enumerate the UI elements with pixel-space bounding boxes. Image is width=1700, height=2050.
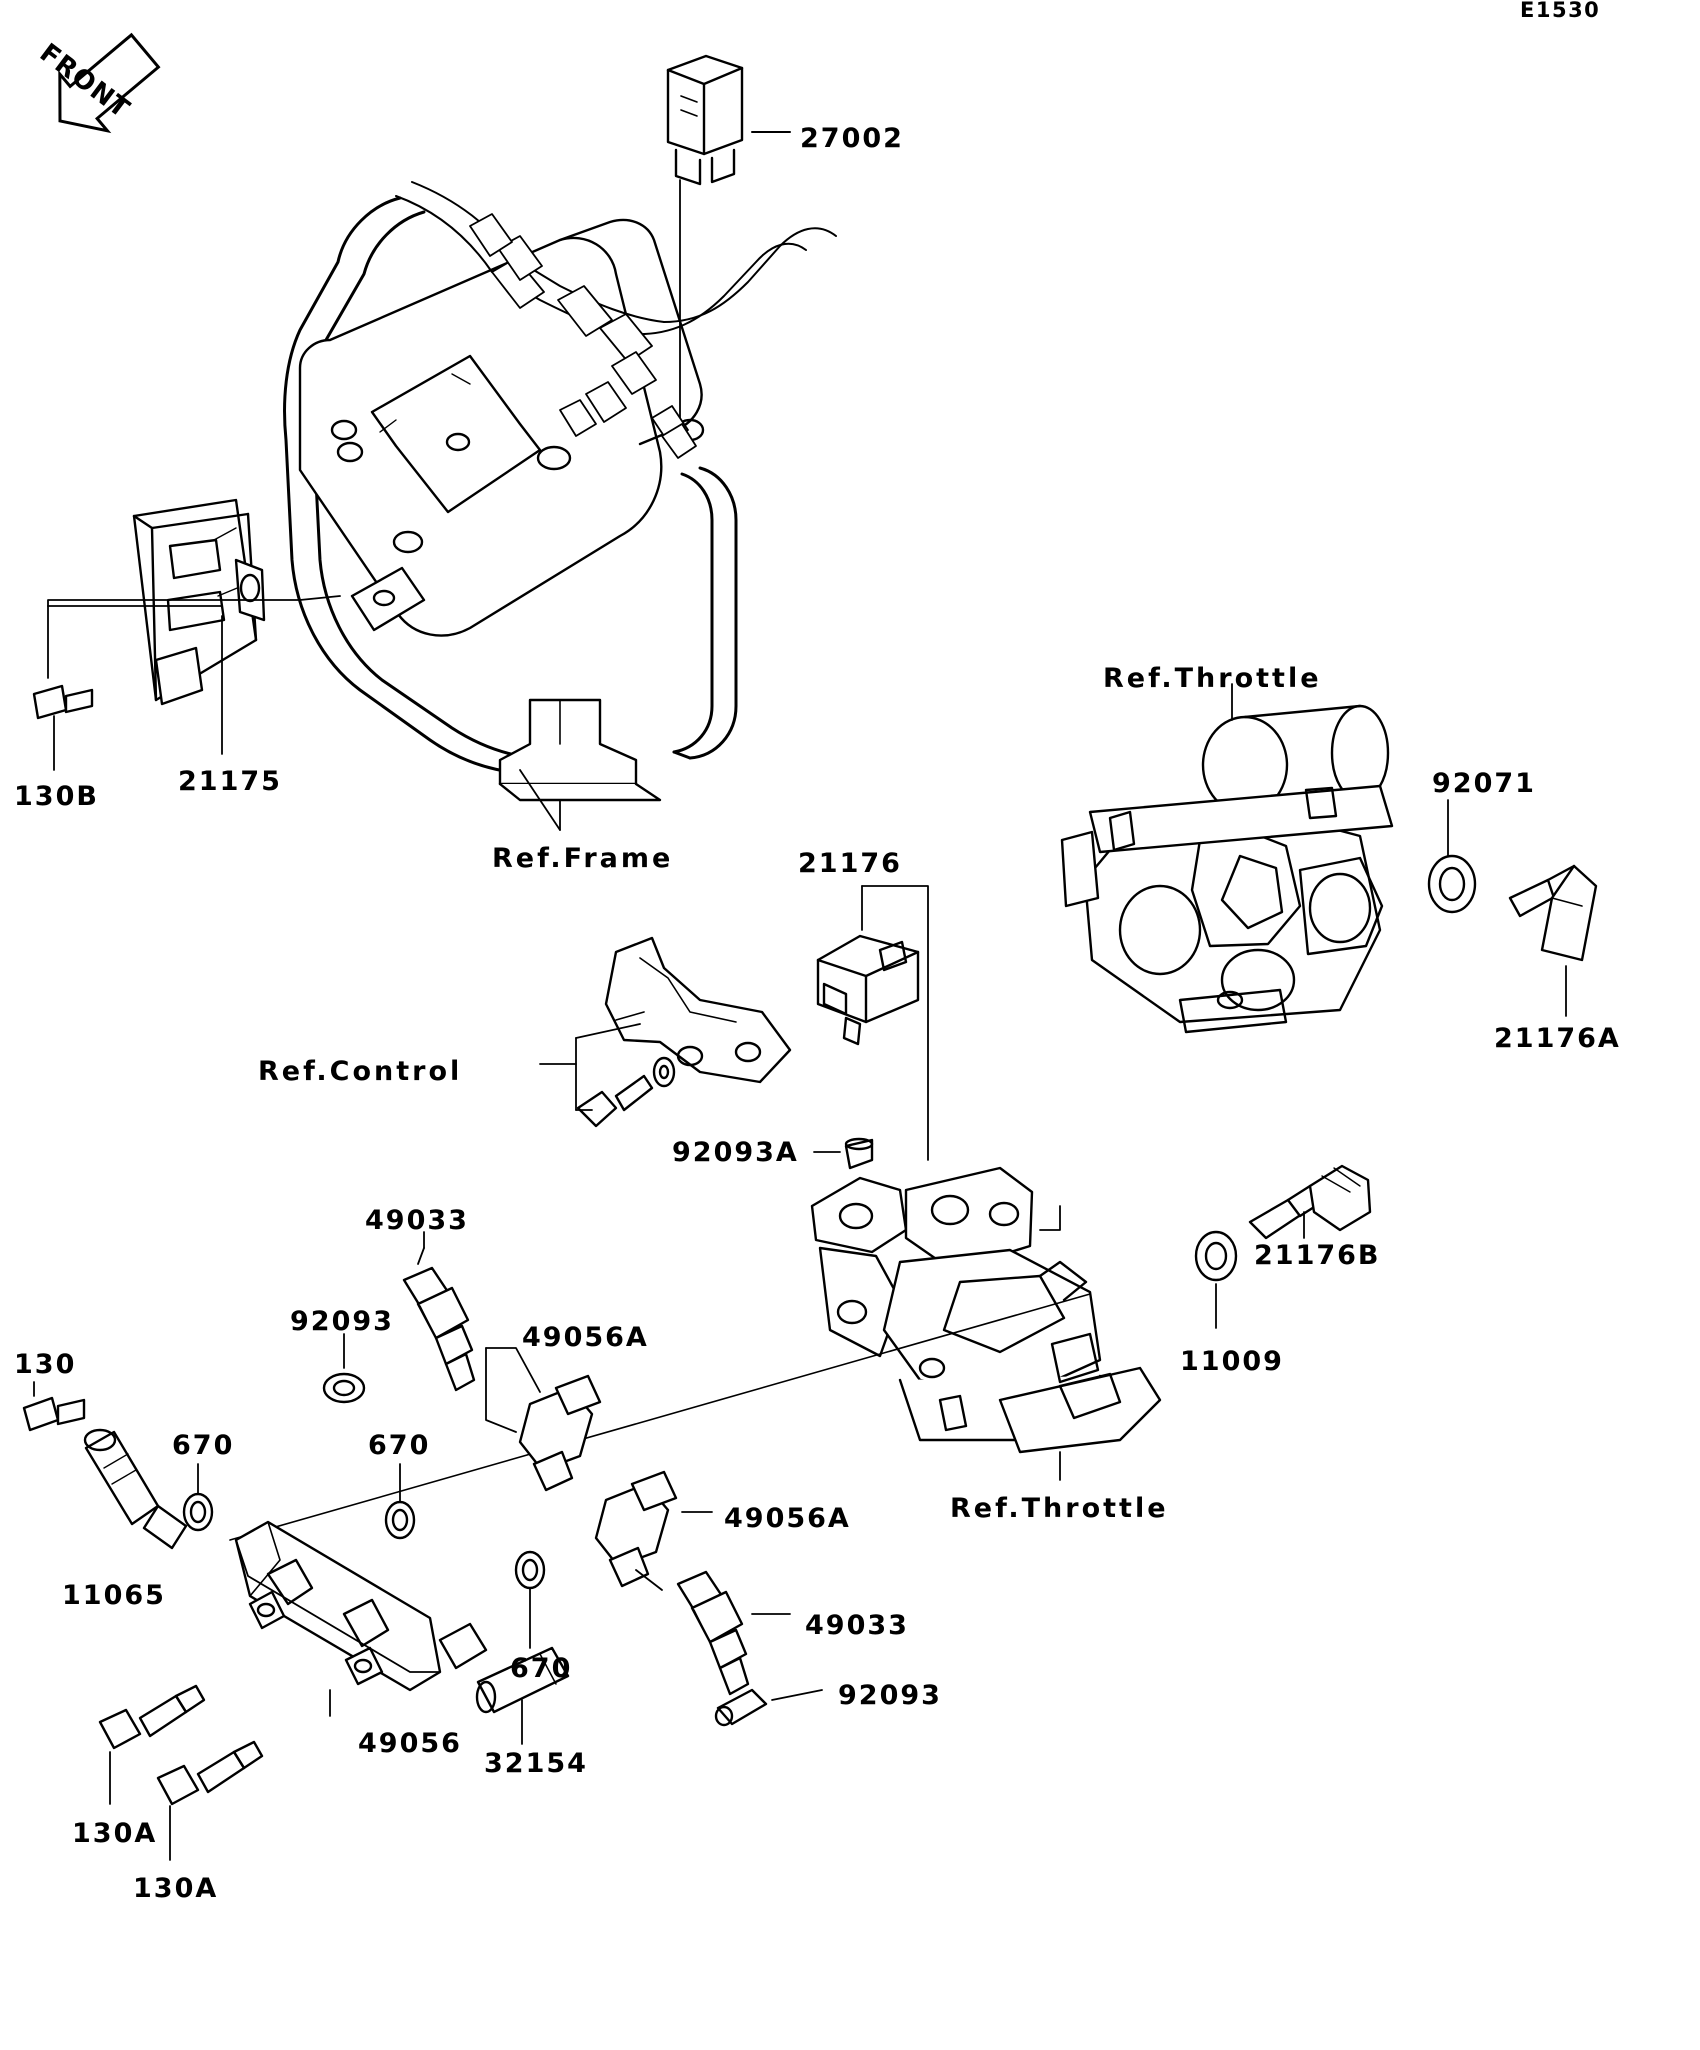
- callout-130[interactable]: 130: [14, 1349, 77, 1380]
- callout-32154[interactable]: 32154: [484, 1748, 588, 1779]
- front-label: FRONT: [33, 38, 136, 125]
- callout-670-a[interactable]: 670: [172, 1430, 235, 1461]
- callout-92093-lower[interactable]: 92093: [838, 1680, 942, 1711]
- ref-throttle-lower: [812, 1168, 1160, 1452]
- part-130A-bolt-b: [158, 1742, 262, 1804]
- ref-control-bracket: [606, 938, 790, 1082]
- part-670-oring-a: [184, 1494, 212, 1530]
- part-670-oring-c: [516, 1552, 544, 1588]
- callout-21176B[interactable]: 21176B: [1254, 1240, 1381, 1271]
- callout-670-b[interactable]: 670: [368, 1430, 431, 1461]
- callout-11065[interactable]: 11065: [62, 1580, 166, 1611]
- callout-21176A[interactable]: 21176A: [1494, 1023, 1621, 1054]
- callout-ref-throttle-upper[interactable]: Ref.Throttle: [1103, 663, 1322, 694]
- part-49056A-upper: [520, 1376, 600, 1490]
- sheet-code: E1530: [1520, 0, 1601, 22]
- callout-ref-control[interactable]: Ref.Control: [258, 1056, 463, 1087]
- callout-130A-b[interactable]: 130A: [133, 1873, 219, 1904]
- part-670-oring-b: [386, 1502, 414, 1538]
- callout-49033-upper[interactable]: 49033: [365, 1205, 469, 1236]
- frame-assembly: [285, 182, 836, 800]
- part-92093A-plug: [846, 1139, 872, 1168]
- callout-49033-lower[interactable]: 49033: [805, 1610, 909, 1641]
- callout-92071[interactable]: 92071: [1432, 768, 1536, 799]
- callout-27002[interactable]: 27002: [800, 123, 904, 154]
- callout-92093-upper[interactable]: 92093: [290, 1306, 394, 1337]
- part-11065-cap: [85, 1430, 186, 1548]
- part-27002-relay: [668, 56, 742, 184]
- callout-21176[interactable]: 21176: [798, 848, 902, 879]
- part-92093-grommet-lower: [716, 1690, 766, 1725]
- part-49056-fuel-rail: [236, 1522, 486, 1690]
- callout-130B[interactable]: 130B: [14, 781, 99, 812]
- control-bolt: [578, 1058, 674, 1126]
- callout-21175[interactable]: 21175: [178, 766, 282, 797]
- callout-49056A-upper[interactable]: 49056A: [522, 1322, 649, 1353]
- part-92093-grommet-upper: [324, 1374, 364, 1402]
- callout-670-c[interactable]: 670: [510, 1653, 573, 1684]
- part-21176A-sensor: [1510, 866, 1596, 960]
- callout-ref-throttle-lower[interactable]: Ref.Throttle: [950, 1493, 1169, 1524]
- part-130-bolt: [24, 1398, 84, 1430]
- part-92071-grommet: [1429, 856, 1475, 912]
- part-21175-ecu: [134, 500, 264, 704]
- callout-11009[interactable]: 11009: [1180, 1346, 1284, 1377]
- part-49056A-lower: [596, 1472, 676, 1586]
- part-49033-injector-lower: [678, 1572, 748, 1694]
- part-21176-sensor: [818, 936, 918, 1044]
- part-49033-injector-upper: [404, 1268, 474, 1390]
- part-21176B-sensor: [1250, 1166, 1370, 1238]
- ref-throttle-upper: [1062, 706, 1392, 1032]
- callout-49056[interactable]: 49056: [358, 1728, 462, 1759]
- part-130A-bolt-a: [100, 1686, 204, 1748]
- callout-49056A-lower[interactable]: 49056A: [724, 1503, 851, 1534]
- callout-130A-a[interactable]: 130A: [72, 1818, 158, 1849]
- part-130B-bolt: [34, 686, 92, 718]
- callout-92093A[interactable]: 92093A: [672, 1137, 799, 1168]
- callout-ref-frame[interactable]: Ref.Frame: [492, 843, 674, 874]
- part-11009-gasket: [1196, 1232, 1236, 1280]
